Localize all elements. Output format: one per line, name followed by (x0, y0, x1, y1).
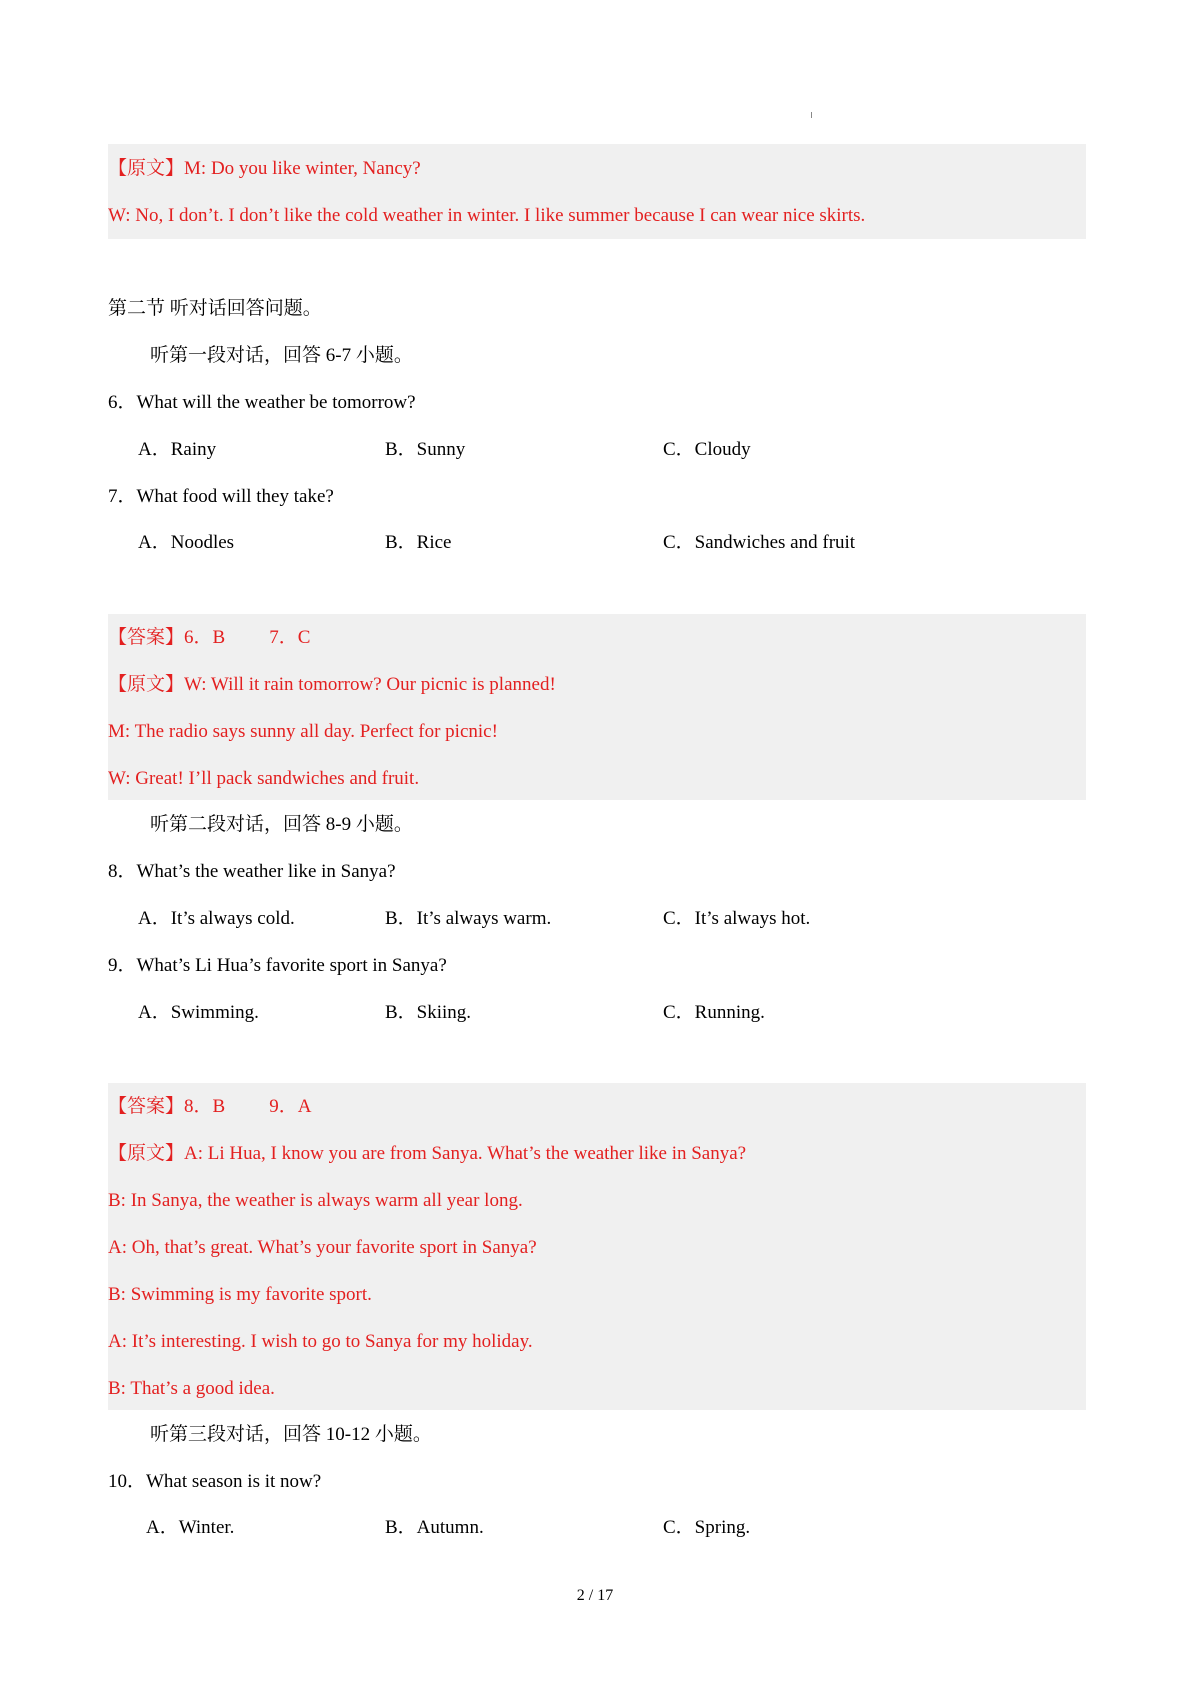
answer-tag: 【答案】 (108, 627, 185, 648)
q9-option-a: A．Swimming. (138, 1002, 259, 1023)
q7-option-c: C．Sandwiches and fruit (663, 532, 856, 553)
answer-2-line: 【答案】8．B 9．A (108, 1096, 312, 1117)
answer-tag: 【答案】 (108, 1096, 185, 1117)
q7-option-a: A．Noodles (138, 532, 235, 553)
question-7-stem: 7．What food will they take? (108, 486, 334, 507)
question-8-stem: 8．What’s the weather like in Sanya? (108, 861, 396, 882)
dialogue-2-instruction: 听第二段对话，回答 8-9 小题。 (150, 814, 413, 835)
q9-option-c: C．Running. (663, 1002, 765, 1023)
q6-option-a: A．Rainy (138, 439, 217, 460)
question-6-stem: 6．What will the weather be tomorrow? (108, 392, 416, 413)
q10-option-b: B．Autumn. (385, 1517, 484, 1538)
q8-option-b: B．It’s always warm. (385, 908, 552, 929)
q6-option-c: C．Cloudy (663, 439, 751, 460)
q6-option-b: B．Sunny (385, 439, 466, 460)
answer-2-transcript-line-3: A: Oh, that’s great. What’s your favorite sport in Sanya? (108, 1237, 537, 1258)
question-10-stem: 10．What season is it now? (108, 1471, 322, 1492)
page-number: 2 / 17 (576, 1587, 614, 1604)
yuanwen-tag: 【原文】 (108, 1143, 185, 1164)
transcript-1-line-1: 【原文】M: Do you like winter, Nancy? (108, 158, 421, 179)
dialogue-3-instruction: 听第三段对话，回答 10-12 小题。 (150, 1424, 432, 1445)
answer-2-transcript-line-4: B: Swimming is my favorite sport. (108, 1284, 372, 1305)
section-title: 第二节 听对话回答问题。 (108, 298, 322, 319)
dialogue-1-instruction: 听第一段对话，回答 6-7 小题。 (150, 345, 413, 366)
q10-option-a: A．Winter. (146, 1517, 235, 1538)
question-9-stem: 9．What’s Li Hua’s favorite sport in Sanya? (108, 955, 447, 976)
yuanwen-tag: 【原文】 (108, 158, 185, 179)
answer-2-transcript-line-2: B: In Sanya, the weather is always warm all year long. (108, 1190, 523, 1211)
answer-1-line: 【答案】6．B 7．C (108, 627, 311, 648)
q10-option-c: C．Spring. (663, 1517, 751, 1538)
transcript-1-line-2: W: No, I don’t. I don’t like the cold weather in winter. I like summer because I can wear nice skirts. (108, 205, 866, 226)
q7-option-b: B．Rice (385, 532, 452, 553)
answer-2-transcript-line-5: A: It’s interesting. I wish to go to Sanya for my holiday. (108, 1331, 533, 1352)
answer-2-transcript-line-6: B: That’s a good idea. (108, 1378, 275, 1399)
q8-option-c: C．It’s always hot. (663, 908, 811, 929)
yuanwen-tag: 【原文】 (108, 674, 185, 695)
q8-option-a: A．It’s always cold. (138, 908, 295, 929)
answer-2-transcript-line-1: 【原文】A: Li Hua, I know you are from Sanya. What’s the weather like in Sanya? (108, 1143, 747, 1164)
answer-1-transcript-line-2: M: The radio says sunny all day. Perfect for picnic! (108, 721, 498, 742)
answer-1-transcript-line-1: 【原文】W: Will it rain tomorrow? Our picnic is planned! (108, 674, 556, 695)
q9-option-b: B．Skiing. (385, 1002, 472, 1023)
scan-mark (811, 112, 812, 118)
answer-1-transcript-line-3: W: Great! I’ll pack sandwiches and fruit. (108, 768, 420, 789)
